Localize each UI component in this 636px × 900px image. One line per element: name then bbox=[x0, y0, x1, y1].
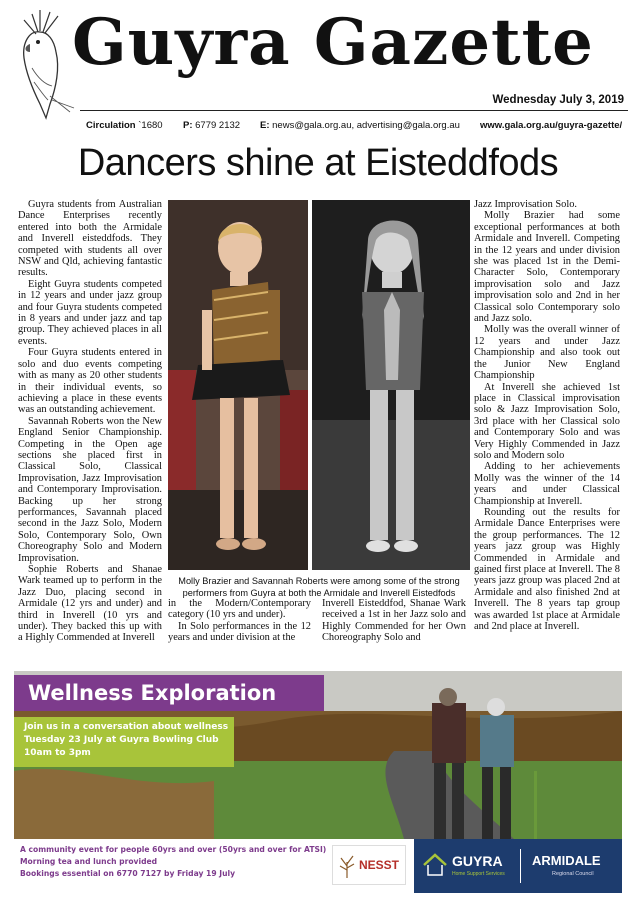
paragraph: Inverell Eisteddfod, Shanae Wark received a 1st in her Jazz solo and Highly Commended for her Own Choreography Solo and bbox=[322, 598, 466, 644]
article-column-4 bbox=[474, 199, 620, 632]
paragraph: Molly Brazier had some exceptional performances at both Armidale and Inverell. Competing in the 12 years and under division she was placed 1st in the Demi-Character Solo, Contemporary improvisation solo and Jazz improvisation solo and 2nd in her Classical solo Contemporary solo and Jazz solo. bbox=[474, 210, 620, 325]
paragraph: Savannah Roberts won the New England Senior Championship. Competing in the Open age sections she placed first in Classical Solo, Classical Improvisation, Jazz Improvisation and Contemporary Improvisation. Backing up her strong performances, Savannah placed second in the Jazz Solo, Modern Solo, Contemporary Solo, Own Choreography Solo and Modern Improvisation. bbox=[18, 415, 162, 564]
ad-title-bar bbox=[14, 675, 324, 711]
article-column-1 bbox=[18, 199, 162, 644]
tree-icon bbox=[337, 852, 357, 878]
article-column-3 bbox=[322, 598, 466, 644]
ad-event-details bbox=[14, 717, 234, 767]
paragraph: Guyra students from Australian Dance Enterprises recently entered into both the Armidale and Inverell eisteddfods. They competed with students all over NSW and Qld, achieving fantastic results. bbox=[18, 199, 162, 279]
masthead-rule bbox=[80, 110, 628, 111]
paragraph: Four Guyra students entered in solo and duo events competing with as many as 20 other students in their individual events, so achieving a place in these events was an outstanding achievement. bbox=[18, 347, 162, 416]
guyra-logo: GUYRA bbox=[452, 853, 503, 869]
email-info: E: news@gala.org.au, advertising@gala.org.au bbox=[260, 120, 460, 131]
dancer-photo-left bbox=[168, 200, 308, 570]
paragraph: Jazz Improvisation Solo. bbox=[474, 199, 578, 210]
circulation-info: Circulation `1680 bbox=[86, 120, 163, 131]
photo-caption: Molly Brazier and Savannah Roberts were among some of the strong performers from Guyra at both the Armidale and Inverell Eistedfods bbox=[178, 576, 460, 598]
paragraph: Adding to her achievements Molly was the winner of the 14 years and under Classical Championship at Inverell. bbox=[474, 461, 620, 507]
paragraph: At Inverell she achieved 1st place in Classical improvisation solo & Jazz Improvisation Solo, 3rd place with her Classical solo and Contemporary Solo and was Very Highly Commended in Jazz solo and Modern solo bbox=[474, 381, 620, 461]
armidale-logo-sub: Regional Council bbox=[552, 871, 594, 877]
paragraph: Eight Guyra students competed in 12 years and under jazz group and four Guyra students competed in 8 years and under jazz and tap group. They achieved places in all events. bbox=[18, 278, 162, 347]
ad-line-3: 10am to 3pm bbox=[24, 748, 91, 758]
nesst-logo: NESST bbox=[332, 845, 406, 885]
armidale-logo: ARMIDALE bbox=[532, 853, 601, 868]
paragraph: in the Modern/Contemporary category (10 yrs and under). bbox=[168, 598, 311, 621]
cockatoo-logo bbox=[10, 8, 80, 120]
issue-date: Wednesday July 3, 2019 bbox=[492, 94, 624, 106]
ad-catering: Morning tea and lunch provided bbox=[20, 857, 158, 866]
paragraph: Rounding out the results for Armidale Dance Enterprises were the group performances. The 12 years jazz group was Highly Commended in Armidale and gained first place at Inverell. The 8 years jazz group was placed 2nd at Armidale and also finished 2nd at Inverell. The 8 years tap group was awarded 1st place at Armidale and 2nd place at Inverell. bbox=[474, 506, 620, 633]
guyra-logo-sub: Home Support Services bbox=[452, 871, 505, 877]
paragraph: In Solo performances in the 12 years and under division at the bbox=[168, 620, 311, 644]
ad-line-2: Tuesday 23 July at Guyra Bowling Club bbox=[24, 735, 219, 745]
article-headline: Dancers shine at Eisteddfods bbox=[77, 142, 559, 184]
paragraph: Sophie Roberts and Shanae Wark teamed up to perform in the Jazz Duo, placing second in Armidale (12 yrs and under) and third in Inverell (10 yrs and under). They backed this up with a Highly Commended at Inverell bbox=[18, 564, 162, 644]
house-icon bbox=[422, 853, 448, 877]
ad-eligibility: A community event for people 60yrs and over (50yrs and over for ATSI) bbox=[20, 845, 327, 854]
website-link[interactable]: www.gala.org.au/guyra-gazette/ bbox=[480, 120, 623, 131]
ad-line-1: Join us in a conversation about wellness bbox=[24, 722, 229, 732]
article-column-2 bbox=[168, 598, 311, 644]
masthead-title: Guyra Gazette bbox=[72, 5, 594, 80]
ad-bookings: Bookings essential on 6770 7127 by Friday 19 July bbox=[20, 869, 236, 878]
dancer-photo-right bbox=[312, 200, 470, 570]
wellness-advertisement bbox=[14, 671, 622, 893]
council-logos bbox=[414, 839, 622, 893]
logo-divider bbox=[520, 849, 521, 883]
ad-title: Wellness Exploration bbox=[28, 681, 277, 705]
phone-info: P: 6779 2132 bbox=[183, 120, 241, 131]
paragraph: Molly was the overall winner of 12 years and under Jazz Championship and also took out the Junior New England Championship bbox=[474, 324, 620, 382]
